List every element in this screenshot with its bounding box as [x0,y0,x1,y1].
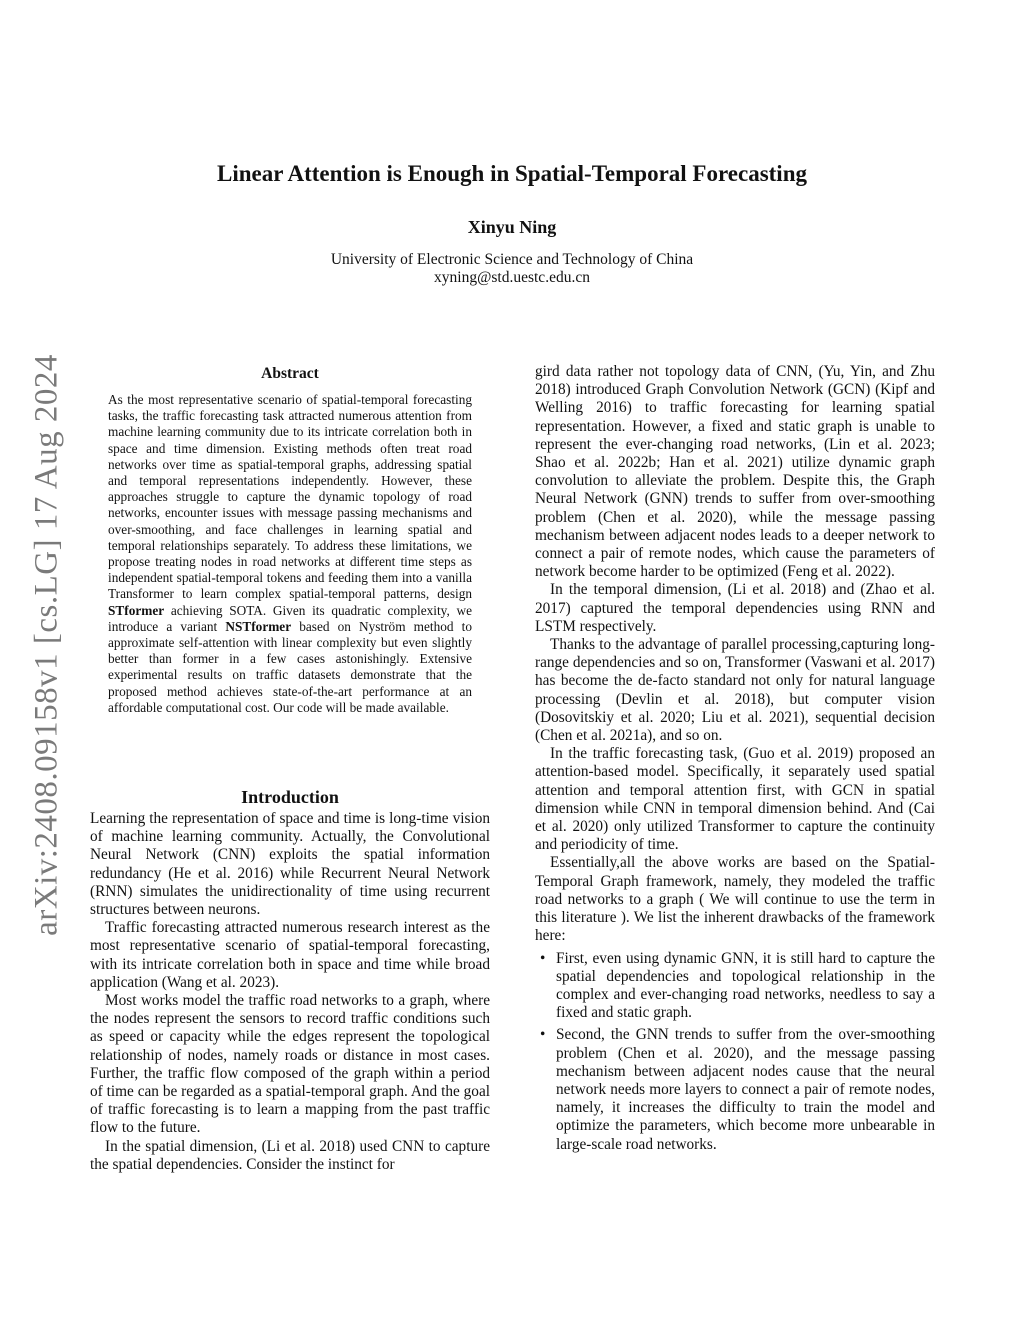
list-item-text: Second, the GNN trends to suffer from the over-smoothing problem (Chen et al. 2020), and the message passing mechanism between adjacent nodes cause that the neural network needs more layers to connect a pair of remote nodes, namely, it increases the difficulty to train the model and optimize the parameters, which become more unbearable in large-scale road networks. [556,1026,935,1153]
paragraph: Thanks to the advantage of parallel processing,capturing long-range dependencies and so on, Transformer (Vaswani et al. 2017) has become the de-facto standard not only for natural language processing (Devlin et al. 2018), but computer vision (Dosovitskiy et al. 2020; Liu et al. 2021), sequential decision (Chen et al. 2021a), and so on. [535,636,935,745]
abstract-text-part: based on Nyström method to approximate self-attention with linear complexity but even slightly better than former in a few cases astonishingly. Extensive experimental results on traffic datasets demonstrate that the proposed method achieves state-of-the-art performance at an affordable computational cost. Our code will be made available. [108,618,472,715]
paragraph: Most works model the traffic road networks to a graph, where the nodes represent the sensors to record traffic conditions such as speed or capacity while the edges represent the topological relationship of nodes, namely roads or distance in most cases. Further, the traffic flow composed of the graph within a period of time can be regarded as a spatial-temporal graph. And the goal of traffic forecasting is to learn a mapping from the past traffic flow to the future. [90,992,490,1137]
right-column-body [535,363,935,1158]
paragraph: In the traffic forecasting task, (Guo et al. 2019) proposed an attention-based model. Specifically, it separately used spatial attention and temporal attention first, with GCN in spatial dimension while CNN in temporal dimension behind. And (Cai et al. 2020) only utilized Transformer to capture the continuity and periodicity of time. [535,745,935,854]
list-item [535,1026,935,1153]
bullet-icon: • [540,1026,546,1044]
abstract-body [108,392,472,716]
list-item-text: First, even using dynamic GNN, it is still hard to capture the spatial dependencies and topological relationship in the complex and ever-changing road networks, needless to say a fixed and static graph. [556,949,935,1022]
bullet-icon: • [540,949,546,967]
abstract-text-part: achieving SOTA. Given its quadratic complexity, we introduce a variant [108,602,472,634]
author-affiliation: University of Electronic Science and Technology of China [330,251,694,268]
arxiv-identifier-stamp: arXiv:2408.09158v1 [cs.LG] 17 Aug 2024 [28,354,65,936]
model-name-nstformer: NSTformer [225,618,292,634]
model-name-stformer: STformer [108,602,165,618]
list-item [535,950,935,1023]
paragraph: In the spatial dimension, (Li et al. 2018) used CNN to capture the spatial dependencies. Consider the instinct for [90,1137,490,1173]
abstract-text-part: As the most representative scenario of spatial-temporal forecasting tasks, the traffic forecasting task attracted numerous attention from machine learning community due to its intricate correlation both in space and time dimension. Existing methods often treat road networks over time as spatial-temporal graphs, addressing spatial and temporal representations independently. However, these approaches struggle to capture the dynamic topology of road networks, encounter issues with message passing mechanisms and over-smoothing, and face challenges in learning spatial and temporal relationships separately. To address these limitations, we propose treating nodes in road networks at different time steps as independent spatial-temporal tokens and feeding them into a vanilla Transformer to learn complex spatial-temporal patterns, design [108,392,472,602]
paragraph: Learning the representation of space and time is long-time vision of machine learning community. Actually, the Convolutional Neural Network (CNN) exploits the spatial information redundancy (He et al. 2016) while Recurrent Neural Network (RNN) simulates the unidirectionality of time using recurrent structures between neurons. [90,810,490,919]
paragraph: In the temporal dimension, (Li et al. 2018) and (Zhao et al. 2017) captured the temporal dependencies using RNN and LSTM respectively. [535,581,935,635]
paper-title: Linear Attention is Enough in Spatial-Temporal Forecasting [217,161,807,186]
author-email: xyning@std.uestc.edu.cn [434,269,590,286]
introduction-heading: Introduction [241,787,339,807]
left-column-body [90,810,490,1174]
author-name: Xinyu Ning [467,217,557,237]
paragraph: Essentially,all the above works are based on the Spatial-Temporal Graph framework, namely, they modeled the traffic road networks to a graph ( We will continue to use the term in this literature ). We list the inherent drawbacks of the framework here: [535,854,935,945]
paragraph: gird data rather not topology data of CNN, (Yu, Yin, and Zhu 2018) introduced Graph Convolution Network (GCN) (Kipf and Welling 2016) to traffic forecasting for learning spatial representation. However, a fixed and static graph is unable to represent the ever-changing road networks, (Lin et al. 2023; Shao et al. 2022b; Han et al. 2021) utilize dynamic graph convolution to alleviate the problem. Despite this, the Graph Neural Network (GNN) trends to suffer from over-smoothing problem (Chen et al. 2020), while the message passing mechanism between adjacent nodes leads to a deeper network to connect a pair of remote nodes, which cause the parameters of network become harder to be optimized (Feng et al. 2022). [535,363,935,581]
abstract-heading: Abstract [261,365,319,382]
paragraph: Traffic forecasting attracted numerous research interest as the most representative scenario of spatial-temporal forecasting, with its intricate correlation both in space and time while broad application (Wang et al. 2023). [90,919,490,991]
drawbacks-list [535,950,935,1154]
